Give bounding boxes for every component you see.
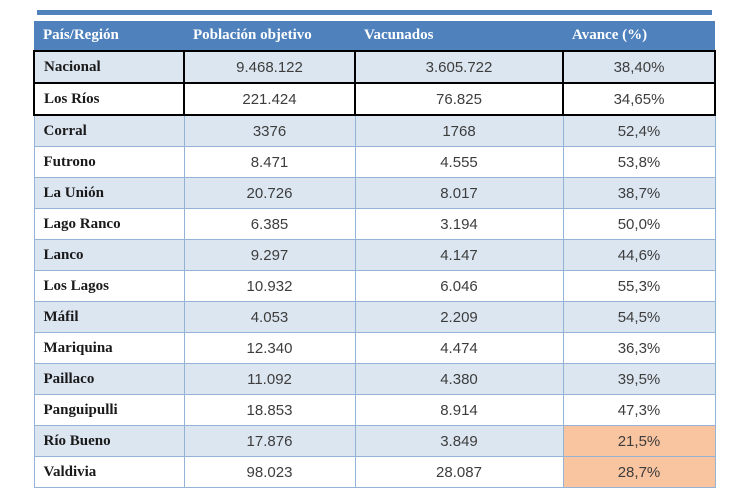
region-cell: Los Ríos [34,83,184,115]
table-row-corral [34,115,715,147]
vacunados-cell: 76.825 [355,83,563,115]
vacunados-cell: 28.087 [355,457,563,488]
avance-cell: 53,8% [563,147,715,178]
avance-cell: 55,3% [563,271,715,302]
avance-cell: 50,0% [563,209,715,240]
avance-cell: 54,5% [563,302,715,333]
vacunados-cell: 2.209 [355,302,563,333]
avance-cell-highlighted: 28,7% [563,457,715,488]
table-row-valdivia [34,457,715,488]
table-row-lanco [34,240,715,271]
vaccination-table [33,21,716,488]
header-pais-region: País/Región [34,21,184,51]
poblacion-cell: 4.053 [184,302,355,333]
table-row-nacional [34,51,715,83]
vacunados-cell: 3.194 [355,209,563,240]
avance-cell: 34,65% [563,83,715,115]
poblacion-cell: 12.340 [184,333,355,364]
poblacion-cell: 3376 [184,115,355,147]
avance-cell-highlighted: 21,5% [563,426,715,457]
poblacion-cell: 10.932 [184,271,355,302]
region-cell: Mariquina [34,333,184,364]
poblacion-cell: 18.853 [184,395,355,426]
region-cell: Río Bueno [34,426,184,457]
poblacion-cell: 17.876 [184,426,355,457]
poblacion-cell: 20.726 [184,178,355,209]
vacunados-cell: 8.017 [355,178,563,209]
vacunados-cell: 4.380 [355,364,563,395]
table-row-rio-bueno [34,426,715,457]
avance-cell: 44,6% [563,240,715,271]
poblacion-cell: 221.424 [184,83,355,115]
region-cell: La Unión [34,178,184,209]
avance-cell: 38,40% [563,51,715,83]
table-row-los-lagos [34,271,715,302]
table-row-los-rios [34,83,715,115]
table-row-mariquina [34,333,715,364]
region-cell: Valdivia [34,457,184,488]
poblacion-cell: 6.385 [184,209,355,240]
vacunados-cell: 4.147 [355,240,563,271]
poblacion-cell: 8.471 [184,147,355,178]
table-header [34,21,715,51]
poblacion-cell: 11.092 [184,364,355,395]
vacunados-cell: 4.474 [355,333,563,364]
region-cell: Lago Ranco [34,209,184,240]
header-avance: Avance (%) [563,21,715,51]
region-cell: Nacional [34,51,184,83]
table-row-lago-ranco [34,209,715,240]
poblacion-cell: 9.297 [184,240,355,271]
table-body [34,51,715,488]
avance-cell: 47,3% [563,395,715,426]
table-row-mafil [34,302,715,333]
avance-cell: 38,7% [563,178,715,209]
region-cell: Los Lagos [34,271,184,302]
vacunados-cell: 8.914 [355,395,563,426]
poblacion-cell: 9.468.122 [184,51,355,83]
region-cell: Lanco [34,240,184,271]
vacunados-cell: 1768 [355,115,563,147]
avance-cell: 36,3% [563,333,715,364]
vacunados-cell: 3.849 [355,426,563,457]
poblacion-cell: 98.023 [184,457,355,488]
avance-cell: 39,5% [563,364,715,395]
avance-cell: 52,4% [563,115,715,147]
region-cell: Corral [34,115,184,147]
vacunados-cell: 4.555 [355,147,563,178]
table-row-paillaco [34,364,715,395]
vacunados-cell: 6.046 [355,271,563,302]
region-cell: Máfil [34,302,184,333]
vacunados-cell: 3.605.722 [355,51,563,83]
region-cell: Futrono [34,147,184,178]
region-cell: Panguipulli [34,395,184,426]
header-row [34,21,715,51]
table-row-futrono [34,147,715,178]
top-blue-strip [37,10,712,15]
header-vacunados: Vacunados [355,21,563,51]
header-poblacion-objetivo: Población objetivo [184,21,355,51]
region-cell: Paillaco [34,364,184,395]
table-row-la-union [34,178,715,209]
table-row-panguipulli [34,395,715,426]
